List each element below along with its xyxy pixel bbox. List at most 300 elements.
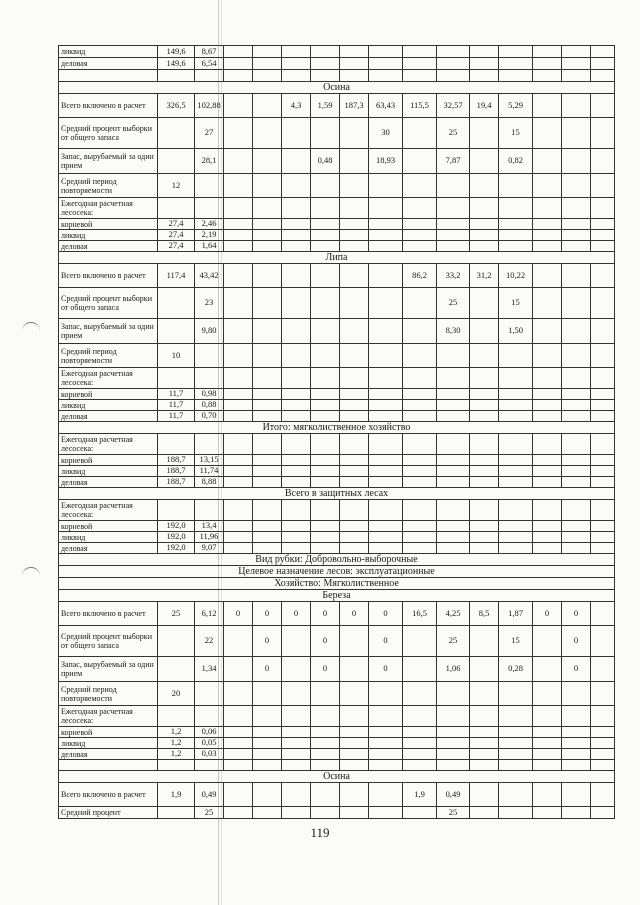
- table-cell: [282, 344, 311, 368]
- table-cell: [437, 400, 470, 411]
- table-cell: [369, 58, 403, 70]
- table-cell: [591, 727, 615, 738]
- table-cell: [533, 626, 562, 657]
- table-cell: 13,15: [195, 455, 224, 466]
- section-header-row: [59, 82, 615, 94]
- table-cell: [470, 760, 499, 771]
- table-cell: [533, 706, 562, 727]
- table-cell: 16,5: [403, 602, 437, 626]
- table-cell: [533, 760, 562, 771]
- table-cell: [562, 727, 591, 738]
- table-cell: [533, 500, 562, 521]
- section-header-row: [59, 590, 615, 602]
- table-cell: 187,3: [340, 94, 369, 118]
- table-cell: [311, 389, 340, 400]
- table-cell: [499, 532, 533, 543]
- row-label: [59, 760, 158, 771]
- table-cell: [311, 411, 340, 422]
- table-cell: [282, 230, 311, 241]
- table-cell: [591, 477, 615, 488]
- table-cell: [470, 521, 499, 532]
- table-cell: 31,2: [470, 264, 499, 288]
- table-cell: [437, 230, 470, 241]
- table-cell: [340, 411, 369, 422]
- table-cell: 1,9: [403, 783, 437, 807]
- table-cell: [369, 477, 403, 488]
- table-cell: [470, 477, 499, 488]
- table-cell: 30: [369, 118, 403, 149]
- table-cell: [340, 230, 369, 241]
- table-cell: [369, 344, 403, 368]
- table-cell: 1,59: [311, 94, 340, 118]
- table-cell: [311, 400, 340, 411]
- table-cell: [158, 706, 195, 727]
- section-header-row: [59, 554, 615, 566]
- table-cell: [369, 521, 403, 532]
- table-cell: [253, 727, 282, 738]
- table-cell: [224, 198, 253, 219]
- table-cell: [253, 411, 282, 422]
- table-cell: [499, 543, 533, 554]
- table-cell: [311, 264, 340, 288]
- table-cell: [253, 400, 282, 411]
- table-cell: [562, 543, 591, 554]
- table-cell: [470, 783, 499, 807]
- section-header: Осина: [59, 82, 615, 94]
- table-cell: [224, 738, 253, 749]
- table-cell: [591, 682, 615, 706]
- row-label: ликвид: [59, 400, 158, 411]
- table-cell: [158, 760, 195, 771]
- table-cell: [437, 455, 470, 466]
- table-cell: [403, 389, 437, 400]
- table-cell: [195, 760, 224, 771]
- table-row: [59, 46, 615, 58]
- row-label: деловая: [59, 58, 158, 70]
- table-row: [59, 288, 615, 319]
- row-label: Ежегодная расчетная лесосека:: [59, 500, 158, 521]
- table-cell: [562, 174, 591, 198]
- table-cell: [533, 319, 562, 344]
- table-cell: [499, 466, 533, 477]
- section-header-row: [59, 771, 615, 783]
- table-cell: [311, 532, 340, 543]
- table-cell: [253, 749, 282, 760]
- table-cell: 25: [158, 602, 195, 626]
- table-cell: [158, 807, 195, 819]
- table-cell: [591, 400, 615, 411]
- table-cell: [562, 230, 591, 241]
- row-label: Ежегодная расчетная лесосека:: [59, 434, 158, 455]
- table-cell: [591, 149, 615, 174]
- table-cell: [533, 543, 562, 554]
- table-cell: [340, 477, 369, 488]
- table-cell: [158, 149, 195, 174]
- table-cell: [591, 807, 615, 819]
- table-cell: 25: [437, 118, 470, 149]
- table-cell: [224, 749, 253, 760]
- table-cell: [437, 738, 470, 749]
- table-row: [59, 455, 615, 466]
- table-cell: [470, 70, 499, 82]
- table-cell: 25: [195, 807, 224, 819]
- section-header: Липа: [59, 252, 615, 264]
- table-cell: [224, 118, 253, 149]
- table-cell: [591, 118, 615, 149]
- table-cell: [591, 411, 615, 422]
- table-cell: 11,74: [195, 466, 224, 477]
- table-cell: [499, 70, 533, 82]
- table-cell: [311, 521, 340, 532]
- table-cell: [224, 344, 253, 368]
- table-cell: 1,9: [158, 783, 195, 807]
- table-cell: [562, 288, 591, 319]
- table-cell: [224, 94, 253, 118]
- table-cell: 0,98: [195, 389, 224, 400]
- table-cell: [369, 455, 403, 466]
- table-cell: 1,87: [499, 602, 533, 626]
- table-cell: [562, 434, 591, 455]
- table-cell: [403, 521, 437, 532]
- table-cell: 0: [562, 626, 591, 657]
- table-row: [59, 264, 615, 288]
- table-cell: [282, 657, 311, 682]
- table-cell: [562, 477, 591, 488]
- table-cell: [224, 241, 253, 252]
- table-cell: [533, 521, 562, 532]
- table-cell: [533, 400, 562, 411]
- table-cell: [253, 118, 282, 149]
- table-cell: [253, 70, 282, 82]
- table-cell: [369, 749, 403, 760]
- table-row: [59, 344, 615, 368]
- table-cell: [403, 400, 437, 411]
- table-cell: 0: [282, 602, 311, 626]
- table-cell: [282, 389, 311, 400]
- table-cell: [437, 466, 470, 477]
- table-cell: [311, 466, 340, 477]
- table-cell: [311, 241, 340, 252]
- table-cell: [311, 118, 340, 149]
- table-cell: [403, 411, 437, 422]
- table-cell: [403, 455, 437, 466]
- table-cell: [340, 219, 369, 230]
- table-cell: [224, 389, 253, 400]
- table-cell: [562, 368, 591, 389]
- row-label: Всего включено в расчет: [59, 264, 158, 288]
- table-cell: [499, 682, 533, 706]
- row-label: корневой: [59, 521, 158, 532]
- row-label: Запас, вырубаемый за один прием: [59, 657, 158, 682]
- table-cell: [499, 411, 533, 422]
- table-cell: [340, 738, 369, 749]
- table-cell: [470, 219, 499, 230]
- table-cell: [403, 241, 437, 252]
- table-cell: [470, 543, 499, 554]
- table-cell: [403, 682, 437, 706]
- table-cell: [470, 118, 499, 149]
- table-cell: 10: [158, 344, 195, 368]
- table-cell: 11,96: [195, 532, 224, 543]
- table-cell: [224, 219, 253, 230]
- row-label: Всего включено в расчет: [59, 783, 158, 807]
- table-cell: [340, 264, 369, 288]
- table-cell: [403, 532, 437, 543]
- table-cell: [340, 434, 369, 455]
- table-cell: [253, 46, 282, 58]
- table-cell: [253, 219, 282, 230]
- table-cell: [311, 70, 340, 82]
- row-label: Запас, вырубаемый за один прием: [59, 149, 158, 174]
- table-cell: [282, 319, 311, 344]
- section-header-row: [59, 488, 615, 500]
- table-cell: [470, 807, 499, 819]
- table-cell: 0: [340, 602, 369, 626]
- table-cell: [224, 230, 253, 241]
- table-cell: [591, 344, 615, 368]
- allowable-cut-table: [58, 45, 615, 819]
- table-cell: [282, 532, 311, 543]
- table-cell: 27,4: [158, 219, 195, 230]
- table-cell: [591, 626, 615, 657]
- table-row: [59, 149, 615, 174]
- table-cell: [533, 230, 562, 241]
- table-cell: [533, 368, 562, 389]
- table-cell: [224, 174, 253, 198]
- table-cell: [253, 198, 282, 219]
- table-cell: [533, 434, 562, 455]
- table-cell: [224, 521, 253, 532]
- table-cell: 4,25: [437, 602, 470, 626]
- table-cell: [562, 532, 591, 543]
- table-cell: [499, 783, 533, 807]
- table-cell: 11,7: [158, 389, 195, 400]
- table-cell: [369, 230, 403, 241]
- table-cell: [470, 500, 499, 521]
- table-cell: [470, 657, 499, 682]
- table-row: [59, 70, 615, 82]
- table-cell: 6,54: [195, 58, 224, 70]
- table-cell: [311, 727, 340, 738]
- table-cell: [591, 389, 615, 400]
- table-cell: 0,03: [195, 749, 224, 760]
- table-cell: [533, 466, 562, 477]
- table-cell: [311, 319, 340, 344]
- table-cell: [282, 738, 311, 749]
- table-cell: [340, 118, 369, 149]
- table-cell: [340, 241, 369, 252]
- table-row: [59, 219, 615, 230]
- table-cell: [533, 783, 562, 807]
- table-cell: [282, 264, 311, 288]
- table-cell: 25: [437, 807, 470, 819]
- table-cell: 27,4: [158, 241, 195, 252]
- table-cell: [470, 466, 499, 477]
- table-cell: [224, 657, 253, 682]
- table-cell: [195, 368, 224, 389]
- table-cell: 0,70: [195, 411, 224, 422]
- table-cell: [533, 264, 562, 288]
- table-cell: [253, 344, 282, 368]
- row-label: корневой: [59, 219, 158, 230]
- table-cell: [158, 118, 195, 149]
- table-row: [59, 58, 615, 70]
- table-cell: [340, 319, 369, 344]
- table-cell: [562, 783, 591, 807]
- row-label: Средний процент выборки от общего запаса: [59, 118, 158, 149]
- table-cell: [591, 543, 615, 554]
- table-cell: [224, 727, 253, 738]
- table-cell: 192,0: [158, 543, 195, 554]
- table-cell: [158, 319, 195, 344]
- table-cell: [591, 46, 615, 58]
- table-cell: [369, 532, 403, 543]
- table-cell: [470, 389, 499, 400]
- table-cell: [470, 749, 499, 760]
- table-cell: [253, 434, 282, 455]
- table-cell: [282, 749, 311, 760]
- table-cell: [470, 58, 499, 70]
- table-cell: [403, 58, 437, 70]
- table-cell: [282, 807, 311, 819]
- table-cell: 9,07: [195, 543, 224, 554]
- table-cell: [340, 727, 369, 738]
- table-cell: 1,64: [195, 241, 224, 252]
- table-cell: [437, 434, 470, 455]
- table-cell: [311, 477, 340, 488]
- table-cell: [282, 118, 311, 149]
- table-cell: [499, 198, 533, 219]
- table-cell: [311, 198, 340, 219]
- table-cell: [437, 532, 470, 543]
- table-cell: [499, 727, 533, 738]
- section-header-row: [59, 578, 615, 590]
- table-cell: [533, 477, 562, 488]
- table-cell: [533, 657, 562, 682]
- table-cell: [282, 682, 311, 706]
- table-cell: [282, 500, 311, 521]
- table-cell: [562, 46, 591, 58]
- table-cell: [253, 466, 282, 477]
- table-cell: [533, 455, 562, 466]
- table-cell: [224, 264, 253, 288]
- table-cell: [470, 682, 499, 706]
- table-cell: [533, 807, 562, 819]
- table-cell: [224, 532, 253, 543]
- table-cell: [224, 58, 253, 70]
- table-cell: [224, 368, 253, 389]
- table-cell: [224, 70, 253, 82]
- table-cell: [562, 400, 591, 411]
- table-cell: [470, 198, 499, 219]
- table-cell: [253, 368, 282, 389]
- table-cell: [311, 500, 340, 521]
- section-header-row: [59, 422, 615, 434]
- table-cell: [340, 657, 369, 682]
- table-cell: 0: [533, 602, 562, 626]
- table-cell: [437, 521, 470, 532]
- table-cell: [158, 434, 195, 455]
- table-cell: [562, 241, 591, 252]
- table-row: [59, 657, 615, 682]
- table-cell: [282, 455, 311, 466]
- table-cell: 13,4: [195, 521, 224, 532]
- table-cell: [562, 682, 591, 706]
- table-cell: [369, 400, 403, 411]
- table-cell: [369, 411, 403, 422]
- table-cell: [253, 174, 282, 198]
- table-cell: [195, 500, 224, 521]
- table-cell: [311, 288, 340, 319]
- table-cell: [437, 477, 470, 488]
- table-cell: 7,87: [437, 149, 470, 174]
- row-label: ликвид: [59, 230, 158, 241]
- table-cell: [224, 477, 253, 488]
- table-cell: [224, 466, 253, 477]
- table-cell: [282, 727, 311, 738]
- table-cell: [282, 521, 311, 532]
- table-cell: [253, 706, 282, 727]
- table-cell: [403, 466, 437, 477]
- table-cell: [533, 198, 562, 219]
- table-row: [59, 543, 615, 554]
- table-cell: 102,88: [195, 94, 224, 118]
- table-cell: [282, 58, 311, 70]
- table-cell: [591, 288, 615, 319]
- table-cell: [195, 198, 224, 219]
- table-cell: [369, 543, 403, 554]
- table-cell: [533, 749, 562, 760]
- table-cell: [224, 626, 253, 657]
- table-row: [59, 434, 615, 455]
- table-row: [59, 706, 615, 727]
- table-cell: 1,50: [499, 319, 533, 344]
- table-cell: [437, 241, 470, 252]
- table-cell: 192,0: [158, 532, 195, 543]
- section-header: Целевое назначение лесов: эксплуатационные: [59, 566, 615, 578]
- table-cell: [499, 738, 533, 749]
- table-cell: [499, 241, 533, 252]
- table-cell: [562, 149, 591, 174]
- table-cell: 10,22: [499, 264, 533, 288]
- table-cell: 86,2: [403, 264, 437, 288]
- table-cell: [533, 411, 562, 422]
- table-cell: [470, 230, 499, 241]
- table-cell: [591, 500, 615, 521]
- table-cell: [499, 58, 533, 70]
- table-cell: [591, 657, 615, 682]
- table-cell: [437, 70, 470, 82]
- table-cell: [533, 344, 562, 368]
- table-cell: [340, 760, 369, 771]
- table-cell: 25: [437, 626, 470, 657]
- table-cell: 0: [369, 602, 403, 626]
- table-cell: [437, 198, 470, 219]
- table-row: [59, 532, 615, 543]
- table-cell: 149,6: [158, 58, 195, 70]
- table-row: [59, 807, 615, 819]
- row-label: деловая: [59, 477, 158, 488]
- table-cell: [282, 783, 311, 807]
- table-cell: [311, 434, 340, 455]
- table-cell: [253, 94, 282, 118]
- table-cell: [369, 389, 403, 400]
- table-cell: [224, 411, 253, 422]
- table-cell: [470, 411, 499, 422]
- table-cell: 27,4: [158, 230, 195, 241]
- table-row: [59, 94, 615, 118]
- table-cell: [499, 760, 533, 771]
